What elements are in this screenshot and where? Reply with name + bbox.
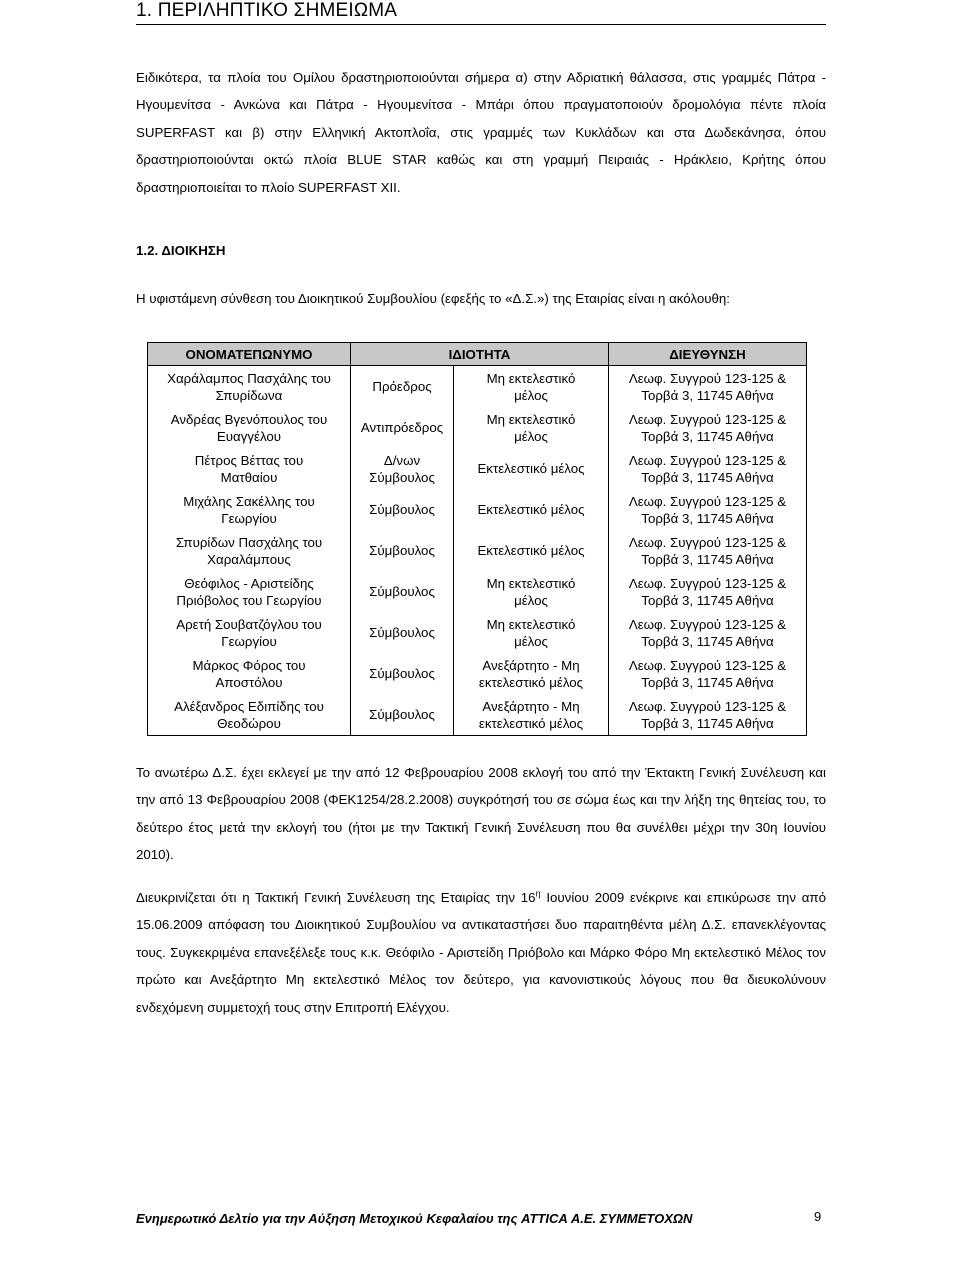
member-role-cell	[351, 571, 454, 612]
member-name-cell	[148, 694, 351, 736]
member-name-line-1: Θεόφιλος - Αριστείδης	[184, 575, 314, 591]
member-role-cell	[351, 612, 454, 653]
member-role-line-1: Αντιπρόεδρος	[360, 420, 444, 435]
member-status-line-1: Μη εκτελεστικό	[486, 616, 576, 632]
member-name-cell	[148, 653, 351, 694]
member-address-line-1: Λεωφ. Συγγρού 123-125 &	[628, 370, 787, 386]
member-status-line-1: Μη εκτελεστικό	[486, 575, 576, 591]
member-role-cell	[351, 366, 454, 408]
table-row	[148, 653, 807, 694]
member-name-line-2: Σπυρίδωνα	[215, 387, 283, 403]
member-address-line-1: Λεωφ. Συγγρού 123-125 &	[628, 411, 787, 427]
member-name-cell	[148, 407, 351, 448]
member-address-cell	[609, 571, 807, 612]
header-role: ΙΔΙΟΤΗΤΑ	[351, 343, 609, 366]
member-address-line-2: Τορβά 3, 11745 Αθήνα	[641, 510, 774, 526]
member-name-line-2: Ματθαίου	[220, 469, 278, 485]
member-status-line-1: Εκτελεστικό μέλος	[477, 502, 585, 517]
member-role-line-1: Πρόεδρος	[372, 379, 432, 394]
member-name-cell	[148, 448, 351, 489]
member-role-line-1: Δ/νων	[383, 452, 421, 468]
member-address-cell	[609, 612, 807, 653]
member-role-line-1: Σύμβουλος	[369, 543, 435, 558]
member-address-cell	[609, 489, 807, 530]
member-name-cell	[148, 571, 351, 612]
page-number: 9	[814, 1209, 822, 1224]
election-paragraph: Το ανωτέρω Δ.Σ. έχει εκλεγεί με την από 12 Φεβρουαρίου 2008 εκλογή του από την Έκτακτη Γενική Συνέλευση και την από 13 Φεβρουαρίου 2008 (ΦΕΚ1254/28.2.2008) συγκρότησή του σε σώμα έως και την λήξη της θητείας του, το δεύτερο έτος μετά την εκλογή του (ήτοι με την Τακτική Γενική Συνέλευση που θα συνέλθει μέχρι την 30η Ιουνίου 2010).	[136, 765, 826, 863]
member-address-line-2: Τορβά 3, 11745 Αθήνα	[641, 551, 774, 567]
member-status-cell	[454, 694, 609, 736]
board-table	[147, 342, 807, 736]
table-header-row	[148, 343, 807, 366]
member-status-line-1: Εκτελεστικό μέλος	[477, 461, 585, 476]
member-address-line-2: Τορβά 3, 11745 Αθήνα	[641, 469, 774, 485]
member-role-cell	[351, 653, 454, 694]
member-status-cell	[454, 571, 609, 612]
member-address-line-1: Λεωφ. Συγγρού 123-125 &	[628, 616, 787, 632]
header-divider	[136, 24, 826, 25]
board-intro-text: Η υφιστάμενη σύνθεση του Διοικητικού Συμβουλίου (εφεξής το «Δ.Σ.») της Εταιρίας είναι η ακόλουθη:	[136, 291, 730, 306]
member-status-cell	[454, 407, 609, 448]
table-row	[148, 448, 807, 489]
intro-paragraph: Ειδικότερα, τα πλοία του Ομίλου δραστηριοποιούνται σήμερα α) στην Αδριατική θάλασσα, στις γραμμές Πάτρα - Ηγουμενίτσα - Ανκώνα και Πάτρα - Ηγουμενίτσα - Μπάρι όπου πραγματοποιούν δρομολόγια πέντε πλοία SUPERFAST και β) στην Ελληνική Ακτοπλοΐα, στις γραμμές των Κυκλάδων και στα Δωδεκάνησα, όπου δραστηριοποιούνται οκτώ πλοία BLUE STAR καθώς και στη γραμμή Πειραιάς - Ηράκλειο, Κρήτης όπου δραστηριοποιείται το πλοίο SUPERFAST XII.	[136, 70, 826, 195]
member-status-cell	[454, 612, 609, 653]
member-name-line-2: Θεοδώρου	[217, 715, 281, 731]
member-status-cell	[454, 653, 609, 694]
member-status-line-1: Ανεξάρτητο - Μη	[482, 657, 580, 673]
member-role-line-2: Σύμβουλος	[369, 469, 435, 485]
table-row	[148, 612, 807, 653]
member-status-cell	[454, 448, 609, 489]
member-name-line-2: Πριόβολος του Γεωργίου	[176, 592, 322, 608]
member-status-cell	[454, 530, 609, 571]
table-row	[148, 489, 807, 530]
member-name-line-1: Μάρκος Φόρος του	[192, 657, 306, 673]
member-status-line-2: μέλος	[514, 592, 548, 608]
member-name-line-1: Σπυρίδων Πασχάλης του	[175, 534, 323, 550]
member-address-cell	[609, 366, 807, 408]
table-row	[148, 366, 807, 408]
member-address-line-2: Τορβά 3, 11745 Αθήνα	[641, 592, 774, 608]
member-name-line-1: Πέτρος Βέττας του	[194, 452, 304, 468]
header-address: ΔΙΕΥΘΥΝΣΗ	[609, 343, 807, 366]
member-address-cell	[609, 694, 807, 736]
member-name-line-1: Αρετή Σουβατζόγλου του	[176, 616, 322, 632]
section-heading: 1.2. ΔΙΟΙΚΗΣΗ	[136, 243, 226, 258]
member-address-line-2: Τορβά 3, 11745 Αθήνα	[641, 633, 774, 649]
member-address-cell	[609, 407, 807, 448]
member-address-line-1: Λεωφ. Συγγρού 123-125 &	[628, 534, 787, 550]
clarification-paragraph	[136, 884, 826, 1021]
table-row	[148, 571, 807, 612]
member-address-line-1: Λεωφ. Συγγρού 123-125 &	[628, 493, 787, 509]
member-address-line-2: Τορβά 3, 11745 Αθήνα	[641, 674, 774, 690]
member-address-line-2: Τορβά 3, 11745 Αθήνα	[641, 387, 774, 403]
member-address-line-1: Λεωφ. Συγγρού 123-125 &	[628, 452, 787, 468]
member-status-line-2: εκτελεστικό μέλος	[478, 715, 584, 731]
member-address-cell	[609, 448, 807, 489]
member-role-cell	[351, 448, 454, 489]
member-role-cell	[351, 489, 454, 530]
member-status-line-2: μέλος	[514, 387, 548, 403]
member-status-line-2: μέλος	[514, 428, 548, 444]
member-status-line-1: Μη εκτελεστικό	[486, 370, 576, 386]
table-row	[148, 530, 807, 571]
member-status-line-1: Ανεξάρτητο - Μη	[482, 698, 580, 714]
member-name-line-1: Μιχάλης Σακέλλης του	[183, 493, 315, 509]
member-address-cell	[609, 653, 807, 694]
table-row	[148, 407, 807, 448]
header-name: ΟΝΟΜΑΤΕΠΩΝΥΜΟ	[148, 343, 351, 366]
member-address-line-2: Τορβά 3, 11745 Αθήνα	[641, 428, 774, 444]
member-status-cell	[454, 366, 609, 408]
footer-text: Ενημερωτικό Δελτίο για την Αύξηση Μετοχικού Κεφαλαίου της ATTICA Α.Ε. ΣΥΜΜΕΤΟΧΩΝ	[136, 1211, 693, 1226]
member-name-cell	[148, 366, 351, 408]
member-name-line-1: Χαράλαμπος Πασχάλης του	[167, 370, 331, 386]
member-address-line-1: Λεωφ. Συγγρού 123-125 &	[628, 657, 787, 673]
member-name-line-2: Γεωργίου	[221, 510, 277, 526]
member-status-line-2: μέλος	[514, 633, 548, 649]
member-name-line-2: Γεωργίου	[221, 633, 277, 649]
ordinal-superscript: η	[535, 888, 541, 899]
member-role-line-1: Σύμβουλος	[369, 584, 435, 599]
member-address-cell	[609, 530, 807, 571]
member-status-cell	[454, 489, 609, 530]
member-name-line-1: Αλέξανδρος Εδιπίδης του	[174, 698, 324, 714]
member-role-cell	[351, 694, 454, 736]
member-name-cell	[148, 530, 351, 571]
member-address-line-1: Λεωφ. Συγγρού 123-125 &	[628, 575, 787, 591]
member-name-line-2: Αποστόλου	[215, 674, 283, 690]
member-role-line-1: Σύμβουλος	[369, 707, 435, 722]
clarification-text-end: Ιουνίου 2009 ενέκρινε και επικύρωσε την από 15.06.2009 απόφαση του Διοικητικού Συμβουλίου να αντικαταστήσει δυο παραιτηθέντα μέλη Δ.Σ. επανεκλέγοντας τους. Συγκεκριμένα επανεξέλεξε τους κ.κ. Θεόφιλο - Αριστείδη Πριόβολο και Μάρκο Φόρο Μη εκτελεστικό Μέλος τον πρώτο και Ανεξάρτητο Μη εκτελεστικό Μέλος τον δεύτερο, για κανονιστικούς λόγους που θα διευκολύνουν ενδεχόμενη συμμετοχή τους στην Επιτροπή Ελέγχου.	[136, 890, 826, 1015]
member-role-line-1: Σύμβουλος	[369, 666, 435, 681]
member-name-cell	[148, 489, 351, 530]
member-status-line-1: Εκτελεστικό μέλος	[477, 543, 585, 558]
clarification-text-start: Διευκρινίζεται ότι η Τακτική Γενική Συνέλευση της Εταιρίας την 16	[136, 890, 536, 905]
board-table-body	[148, 366, 807, 736]
member-name-cell	[148, 612, 351, 653]
member-status-line-1: Μη εκτελεστικό	[486, 411, 576, 427]
member-name-line-1: Ανδρέας Βγενόπουλος του	[170, 411, 328, 427]
member-role-line-1: Σύμβουλος	[369, 502, 435, 517]
member-address-line-1: Λεωφ. Συγγρού 123-125 &	[628, 698, 787, 714]
member-role-cell	[351, 407, 454, 448]
table-row	[148, 694, 807, 736]
member-name-line-2: Ευαγγέλου	[216, 428, 282, 444]
page-title: 1. ΠΕΡΙΛΗΠΤΙΚΟ ΣΗΜΕΙΩΜΑ	[136, 0, 398, 21]
member-name-line-2: Χαραλάμπους	[207, 551, 291, 567]
member-status-line-2: εκτελεστικό μέλος	[478, 674, 584, 690]
member-address-line-2: Τορβά 3, 11745 Αθήνα	[641, 715, 774, 731]
member-role-cell	[351, 530, 454, 571]
member-role-line-1: Σύμβουλος	[369, 625, 435, 640]
